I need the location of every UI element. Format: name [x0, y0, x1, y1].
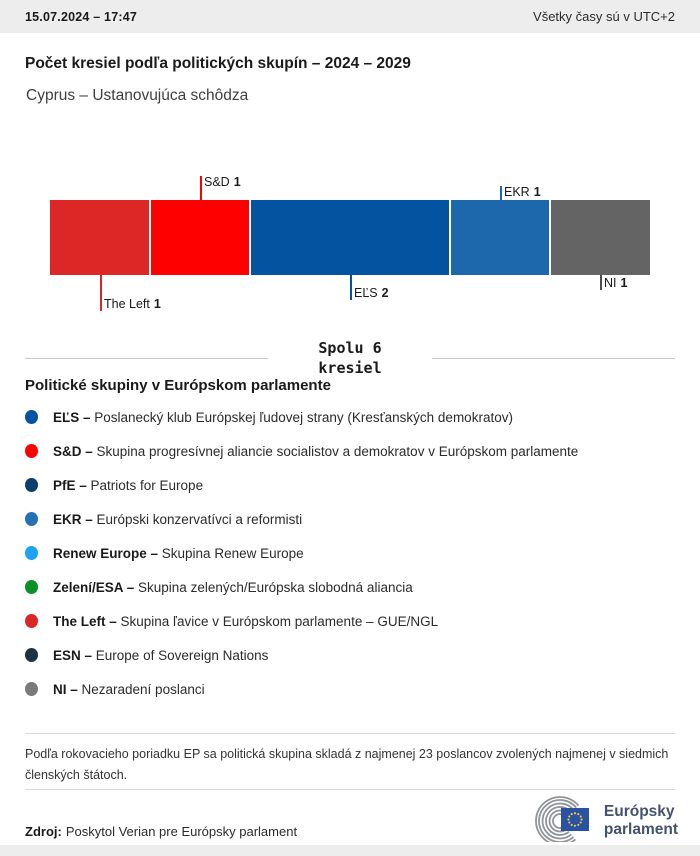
legend-color-dot — [25, 682, 38, 696]
legend-color-dot — [25, 580, 38, 594]
legend-color-dot — [25, 410, 38, 424]
ep-logo-line2: parlament — [603, 820, 678, 838]
eu-flag-icon — [561, 808, 589, 831]
seat-bar — [50, 200, 650, 275]
source-label: Zdroj: — [25, 824, 62, 839]
divider-bottom — [25, 789, 675, 790]
legend-color-dot — [25, 546, 38, 560]
callout-label-ni: NI 1 — [604, 276, 628, 290]
summary-right-rule — [432, 358, 675, 359]
callout-label-e-s: EĽS 2 — [354, 286, 389, 300]
legend-color-dot — [25, 648, 38, 662]
callout-tick-s-d — [200, 176, 202, 200]
header-bar — [0, 0, 700, 33]
total-summary — [25, 338, 675, 378]
header-datetime: 15.07.2024 – 17:47 — [25, 9, 138, 24]
legend-item-text: The Left – Skupina ľavice v Európskom parlamente – GUE/NGL — [53, 613, 439, 629]
page-subtitle: Cyprus – Ustanovujúca schôdza — [26, 87, 249, 104]
total-seats-line2: kresiel — [318, 359, 382, 377]
ep-logo-wordmark — [604, 803, 678, 839]
bar-segment-the-left[interactable] — [50, 200, 149, 275]
total-seats-line1: Spolu 6 — [318, 339, 382, 357]
ep-logo-line1: Európsky — [603, 802, 675, 820]
divider-top — [25, 733, 675, 734]
legend-color-dot — [25, 512, 38, 526]
legend-item-s-d — [25, 434, 675, 468]
european-parliament-logo — [530, 794, 678, 847]
legend-item-ni — [25, 672, 675, 706]
callout-tick-ni — [600, 275, 602, 290]
callout-tick-ekr — [500, 186, 502, 200]
legend-item-ekr — [25, 502, 675, 536]
bar-segment-s-d[interactable] — [151, 200, 250, 275]
footnote-text: Podľa rokovacieho poriadku EP sa politická skupina skladá z najmenej 23 poslancov zvolených najmenej v siedmich členských štátoch. — [25, 747, 669, 782]
source-line — [25, 824, 297, 839]
header-timezone-note: Všetky časy sú v UTC+2 — [533, 9, 675, 24]
total-seats-label — [280, 338, 420, 378]
legend-color-dot — [25, 614, 38, 628]
legend-item-text: PfE – Patriots for Europe — [53, 477, 204, 493]
source-text: Poskytol Verian pre Európsky parlament — [65, 824, 298, 839]
legend-item-zelen-esa — [25, 570, 675, 604]
bar-segment-e-s[interactable] — [251, 200, 448, 275]
legend-heading: Politické skupiny v Európskom parlamente — [25, 377, 331, 394]
legend-item-text: EKR – Európski konzervatívci a reformisti — [53, 511, 303, 527]
legend-color-dot — [25, 444, 38, 458]
callout-label-the-left: The Left 1 — [104, 297, 161, 311]
bar-segment-ni[interactable] — [551, 200, 650, 275]
bar-segment-ekr[interactable] — [451, 200, 550, 275]
callout-tick-the-left — [100, 275, 102, 311]
legend-item-pfe — [25, 468, 675, 502]
legend-list — [25, 400, 675, 706]
page-title: Počet kresiel podľa politických skupín – 2024 – 2029 — [25, 55, 411, 72]
callout-label-ekr: EKR 1 — [504, 185, 541, 199]
legend-item-text: ESN – Europe of Sovereign Nations — [53, 647, 269, 663]
legend-item-the-left — [25, 604, 675, 638]
footer-bar — [0, 845, 700, 856]
ep-hemicycle-icon — [530, 794, 596, 847]
legend-item-renew-europe — [25, 536, 675, 570]
legend-item-text: S&D – Skupina progresívnej aliancie socialistov a demokratov v Európskom parlamente — [53, 443, 579, 459]
legend-item-text: Zelení/ESA – Skupina zelených/Európska slobodná aliancia — [53, 579, 413, 595]
callout-tick-e-s — [350, 275, 352, 300]
callout-label-s-d: S&D 1 — [204, 175, 241, 189]
legend-item-text: Renew Europe – Skupina Renew Europe — [53, 545, 304, 561]
legend-item-text: EĽS – Poslanecký klub Európskej ľudovej strany (Kresťanských demokratov) — [53, 409, 513, 425]
legend-item-e-s — [25, 400, 675, 434]
legend-item-text: NI – Nezaradení poslanci — [53, 681, 205, 697]
legend-color-dot — [25, 478, 38, 492]
legend-item-esn — [25, 638, 675, 672]
summary-left-rule — [25, 358, 268, 359]
